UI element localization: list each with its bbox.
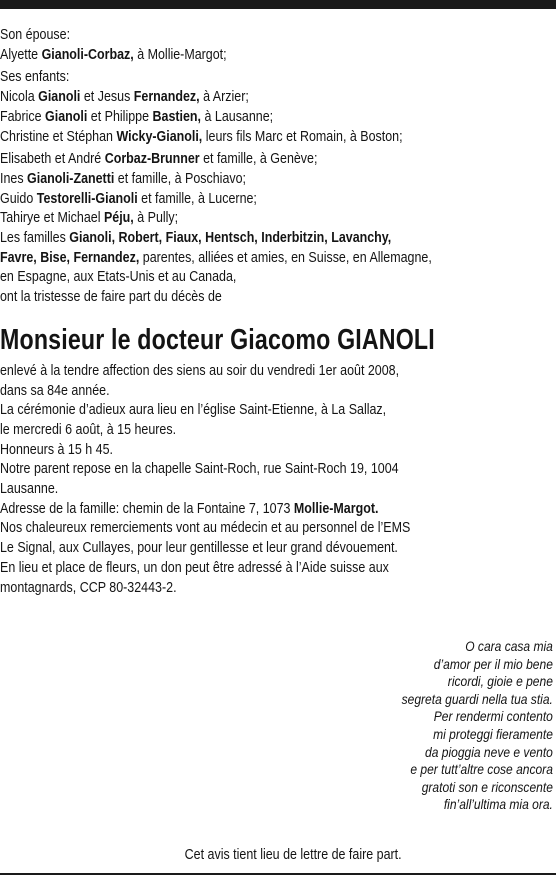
- family-address: Adresse de la famille: chemin de la Fontaine 7, 1073 Mollie-Margot.: [0, 500, 379, 517]
- body-line: Honneurs à 15 h 45.: [0, 441, 114, 458]
- poem-line: e per tutt’altre cose ancora: [410, 761, 553, 778]
- children-label: Ses enfants:: [0, 69, 70, 86]
- relative-line: en Espagne, aux Etats-Unis et au Canada,: [0, 269, 237, 286]
- poem-line: mi proteggi fieramente: [433, 725, 553, 742]
- spouse-label: Son épouse:: [0, 27, 71, 43]
- relative-line: Favre, Bise, Fernandez, parentes, alliées et amies, en Suisse, en Allemagne,: [0, 249, 432, 266]
- bottom-border-rule: [0, 873, 556, 875]
- poem-line: Per rendermi contento: [433, 708, 553, 725]
- body-line: En lieu et place de fleurs, un don peut être adressé à l’Aide suisse aux: [0, 559, 389, 576]
- body-line: montagnards, CCP 80-32443-2.: [0, 579, 177, 596]
- deceased-name: Monsieur le docteur Giacomo GIANOLI: [0, 323, 435, 356]
- poem-line: O cara casa mia: [465, 638, 553, 654]
- closing-note: Cet avis tient lieu de lettre de faire part.: [184, 847, 402, 863]
- body-line: La cérémonie d’adieux aura lieu en l’église Saint-Etienne, à La Sallaz,: [0, 402, 387, 419]
- poem-line: d’amor per il mio bene: [433, 655, 553, 672]
- relative-line: Les familles Gianoli, Robert, Fiaux, Hentsch, Inderbitzin, Lavanchy,: [0, 230, 392, 247]
- announcement-line: ont la tristesse de faire part du décès de: [0, 289, 222, 306]
- child-line: Fabrice Gianoli et Philippe Bastien, à Lausanne;: [0, 108, 274, 125]
- body-line: le mercredi 6 août, à 15 heures.: [0, 421, 177, 438]
- relative-line: Elisabeth et André Corbaz-Brunner et famille, à Genève;: [0, 151, 318, 168]
- body-line: Notre parent repose en la chapelle Saint-Roch, rue Saint-Roch 19, 1004: [0, 461, 399, 478]
- child-line: Christine et Stéphan Wicky-Gianoli, leurs fils Marc et Romain, à Boston;: [0, 128, 403, 145]
- poem-line: fin’all’ultima mia ora.: [443, 796, 553, 813]
- poem-line: da pioggia neve e vento: [425, 743, 553, 760]
- relative-line: Tahirye et Michael Péju, à Pully;: [0, 210, 179, 227]
- relative-line: Ines Gianoli-Zanetti et famille, à Poschiavo;: [0, 170, 247, 187]
- body-line: enlevé à la tendre affection des siens au soir du vendredi 1er août 2008,: [0, 362, 400, 379]
- top-border-rule: [0, 0, 556, 9]
- spouse-line: Alyette Gianoli-Corbaz, à Mollie-Margot;: [0, 46, 227, 63]
- poem-line: gratoti son e riconscente: [421, 778, 553, 795]
- obituary-text: [0, 26, 553, 598]
- child-line: Nicola Gianoli et Jesus Fernandez, à Arzier;: [0, 89, 249, 106]
- body-line: dans sa 84e année.: [0, 382, 110, 399]
- body-line: Nos chaleureux remerciements vont au médecin et au personnel de l’EMS: [0, 520, 411, 537]
- body-line: Le Signal, aux Cullayes, pour leur gentillesse et leur grand dévouement.: [0, 540, 398, 557]
- poem-line: segreta guardi nella tua stia.: [401, 690, 553, 707]
- relative-line: Guido Testorelli-Gianoli et famille, à Lucerne;: [0, 190, 257, 207]
- body-line: Lausanne.: [0, 481, 59, 498]
- poem: [377, 638, 553, 814]
- poem-line: ricordi, gioie e pene: [447, 673, 553, 690]
